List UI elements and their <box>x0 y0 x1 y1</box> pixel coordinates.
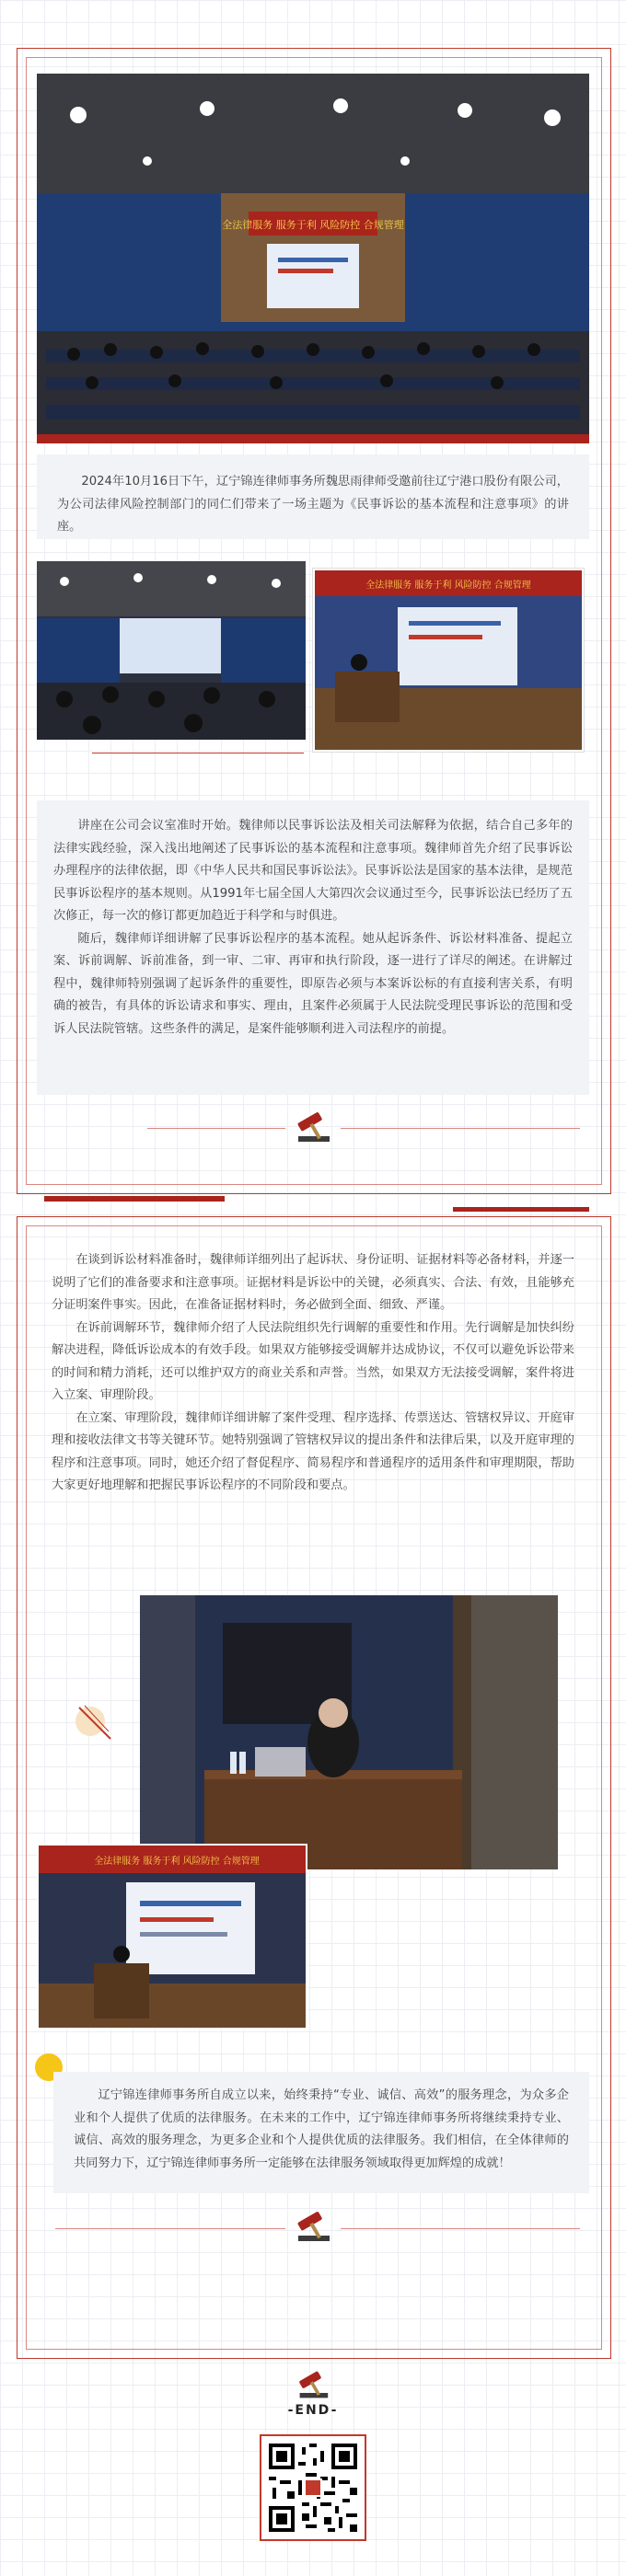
section1-paragraph-1: 讲座在公司会议室准时开始。魏律师以民事诉讼法及相关司法解释为依据，结合自己多年的法律实践经验，深入浅出地阐述了民事诉讼的基本流程和注意事项。魏律师首先介绍了民事诉讼办理程序的法律依据，即《中华人民共和国民事诉讼法》。民事诉讼法是国家的基本法律，是规范民事诉讼程序的基本规则。从1991年七届全国人大第四次会议通过至今，民事诉讼法已经历了五次修正，每一次的修订都更加趋近于科学和与时俱进。 <box>53 819 573 923</box>
section1-paragraph-2: 随后，魏律师详细讲解了民事诉讼程序的基本流程。她从起诉条件、诉讼材料准备、提起立案、诉前调解、诉前准备，到一审、二审、再审和执行阶段，逐一进行了详尽的阐述。在讲解过程中，魏律师特别强调了起诉条件的重要性，即原告必须与本案诉讼标的有直接利害关系，有明确的被告，有具体的诉讼请求和事实、理由，且案件必须属于人民法院受理民事诉讼的范围和受诉人民法院管辖。这些条件的满足，是案件能够顺利进入司法程序的前提。 <box>53 931 573 1036</box>
gavel-divider-line-left <box>147 1128 285 1129</box>
section1-bottom-bar-left <box>44 1196 225 1202</box>
qr-code-frame <box>260 2434 366 2541</box>
section2-paragraph-1: 在谈到诉讼材料准备时，魏律师详细列出了起诉状、身份证明、证据材料等必备材料，并逐一说明了它们的准备要求和注意事项。证据材料是诉讼中的关键，必须真实、合法、有效，且能够充分证明案件事实。因此，在准备证据材料时，务必做到全面、细致、严谨。 <box>52 1253 574 1312</box>
speaker-desk-photo <box>140 1595 558 1869</box>
section2-paragraph-2: 在诉前调解环节，魏律师介绍了人民法院组织先行调解的重要性和作用。先行调解是加快纠纷解决进程，降低诉讼成本的有效手段。如果双方能够接受调解并达成协议，不仅可以避免诉讼带来的时间和精力消耗，还可以维护双方的商业关系和声誉。当然，如果双方无法接受调解，案件将进入立案、审理阶段。 <box>52 1320 574 1402</box>
end-label: -END- <box>287 2403 339 2418</box>
gavel-icon <box>285 1109 341 1145</box>
closing-text-panel <box>53 2072 589 2193</box>
gavel-divider-line-right <box>341 1128 580 1129</box>
closing-paragraph: 辽宁锦连律师事务所自成立以来，始终秉持“专业、诚信、高效”的服务理念，为众多企业和个人提供了优质的法律服务。在未来的工作中，辽宁锦连律师事务所将继续秉持专业、诚信、高效的服务理念，为更多企业和个人提供优质的法律服务。我们相信，在全体律师的共同努力下，辽宁锦连律师事务所一定能够在法律服务领域取得更加辉煌的成就！ <box>74 2088 569 2170</box>
qr-code-icon <box>269 2444 357 2532</box>
section2-text-panel <box>37 1238 589 1560</box>
hall-banner-text: 全法律服务 服务于利 风险防控 合规管理 <box>222 219 404 231</box>
end-gavel-icon <box>287 2368 339 2401</box>
projector-slide-photo <box>37 1844 307 2030</box>
gavel2-divider-line-left <box>55 2228 285 2229</box>
section1-text-panel <box>37 800 589 1095</box>
slide-banner-text: 全法律服务 服务于利 风险防控 合规管理 <box>94 1857 260 1867</box>
audience-photo <box>37 561 306 740</box>
gavel-icon-2 <box>285 2208 341 2245</box>
decorative-feather-icon <box>72 1698 118 1744</box>
intro-text-panel <box>37 454 589 539</box>
lecture-hall-photo <box>37 74 589 443</box>
intro-paragraph: 2024年10月16日下午，辽宁锦连律师事务所魏思雨律师受邀前往辽宁港口股份有限公司，为公司法律风险控制部门的同仁们带来了一场主题为《民事诉讼的基本流程和注意事项》的讲座。 <box>57 475 569 534</box>
section2-paragraph-3: 在立案、审理阶段，魏律师详细讲解了案件受理、程序选择、传票送达、管辖权异议、开庭审理和接收法律文书等关键环节。她特别强调了管辖权异议的提出条件和法律后果，以及开庭审理的程序和注意事项。同时，她还介绍了督促程序、简易程序和普通程序的适用条件和审理期限，帮助大家更好地理解和把握民事诉讼程序的不同阶段和要点。 <box>52 1410 574 1492</box>
gavel2-divider-line-right <box>341 2228 580 2229</box>
section1-bottom-bar-right <box>453 1207 589 1212</box>
podium-banner-text: 全法律服务 服务于利 风险防控 合规管理 <box>365 581 531 591</box>
speaker-podium-photo <box>313 569 584 752</box>
